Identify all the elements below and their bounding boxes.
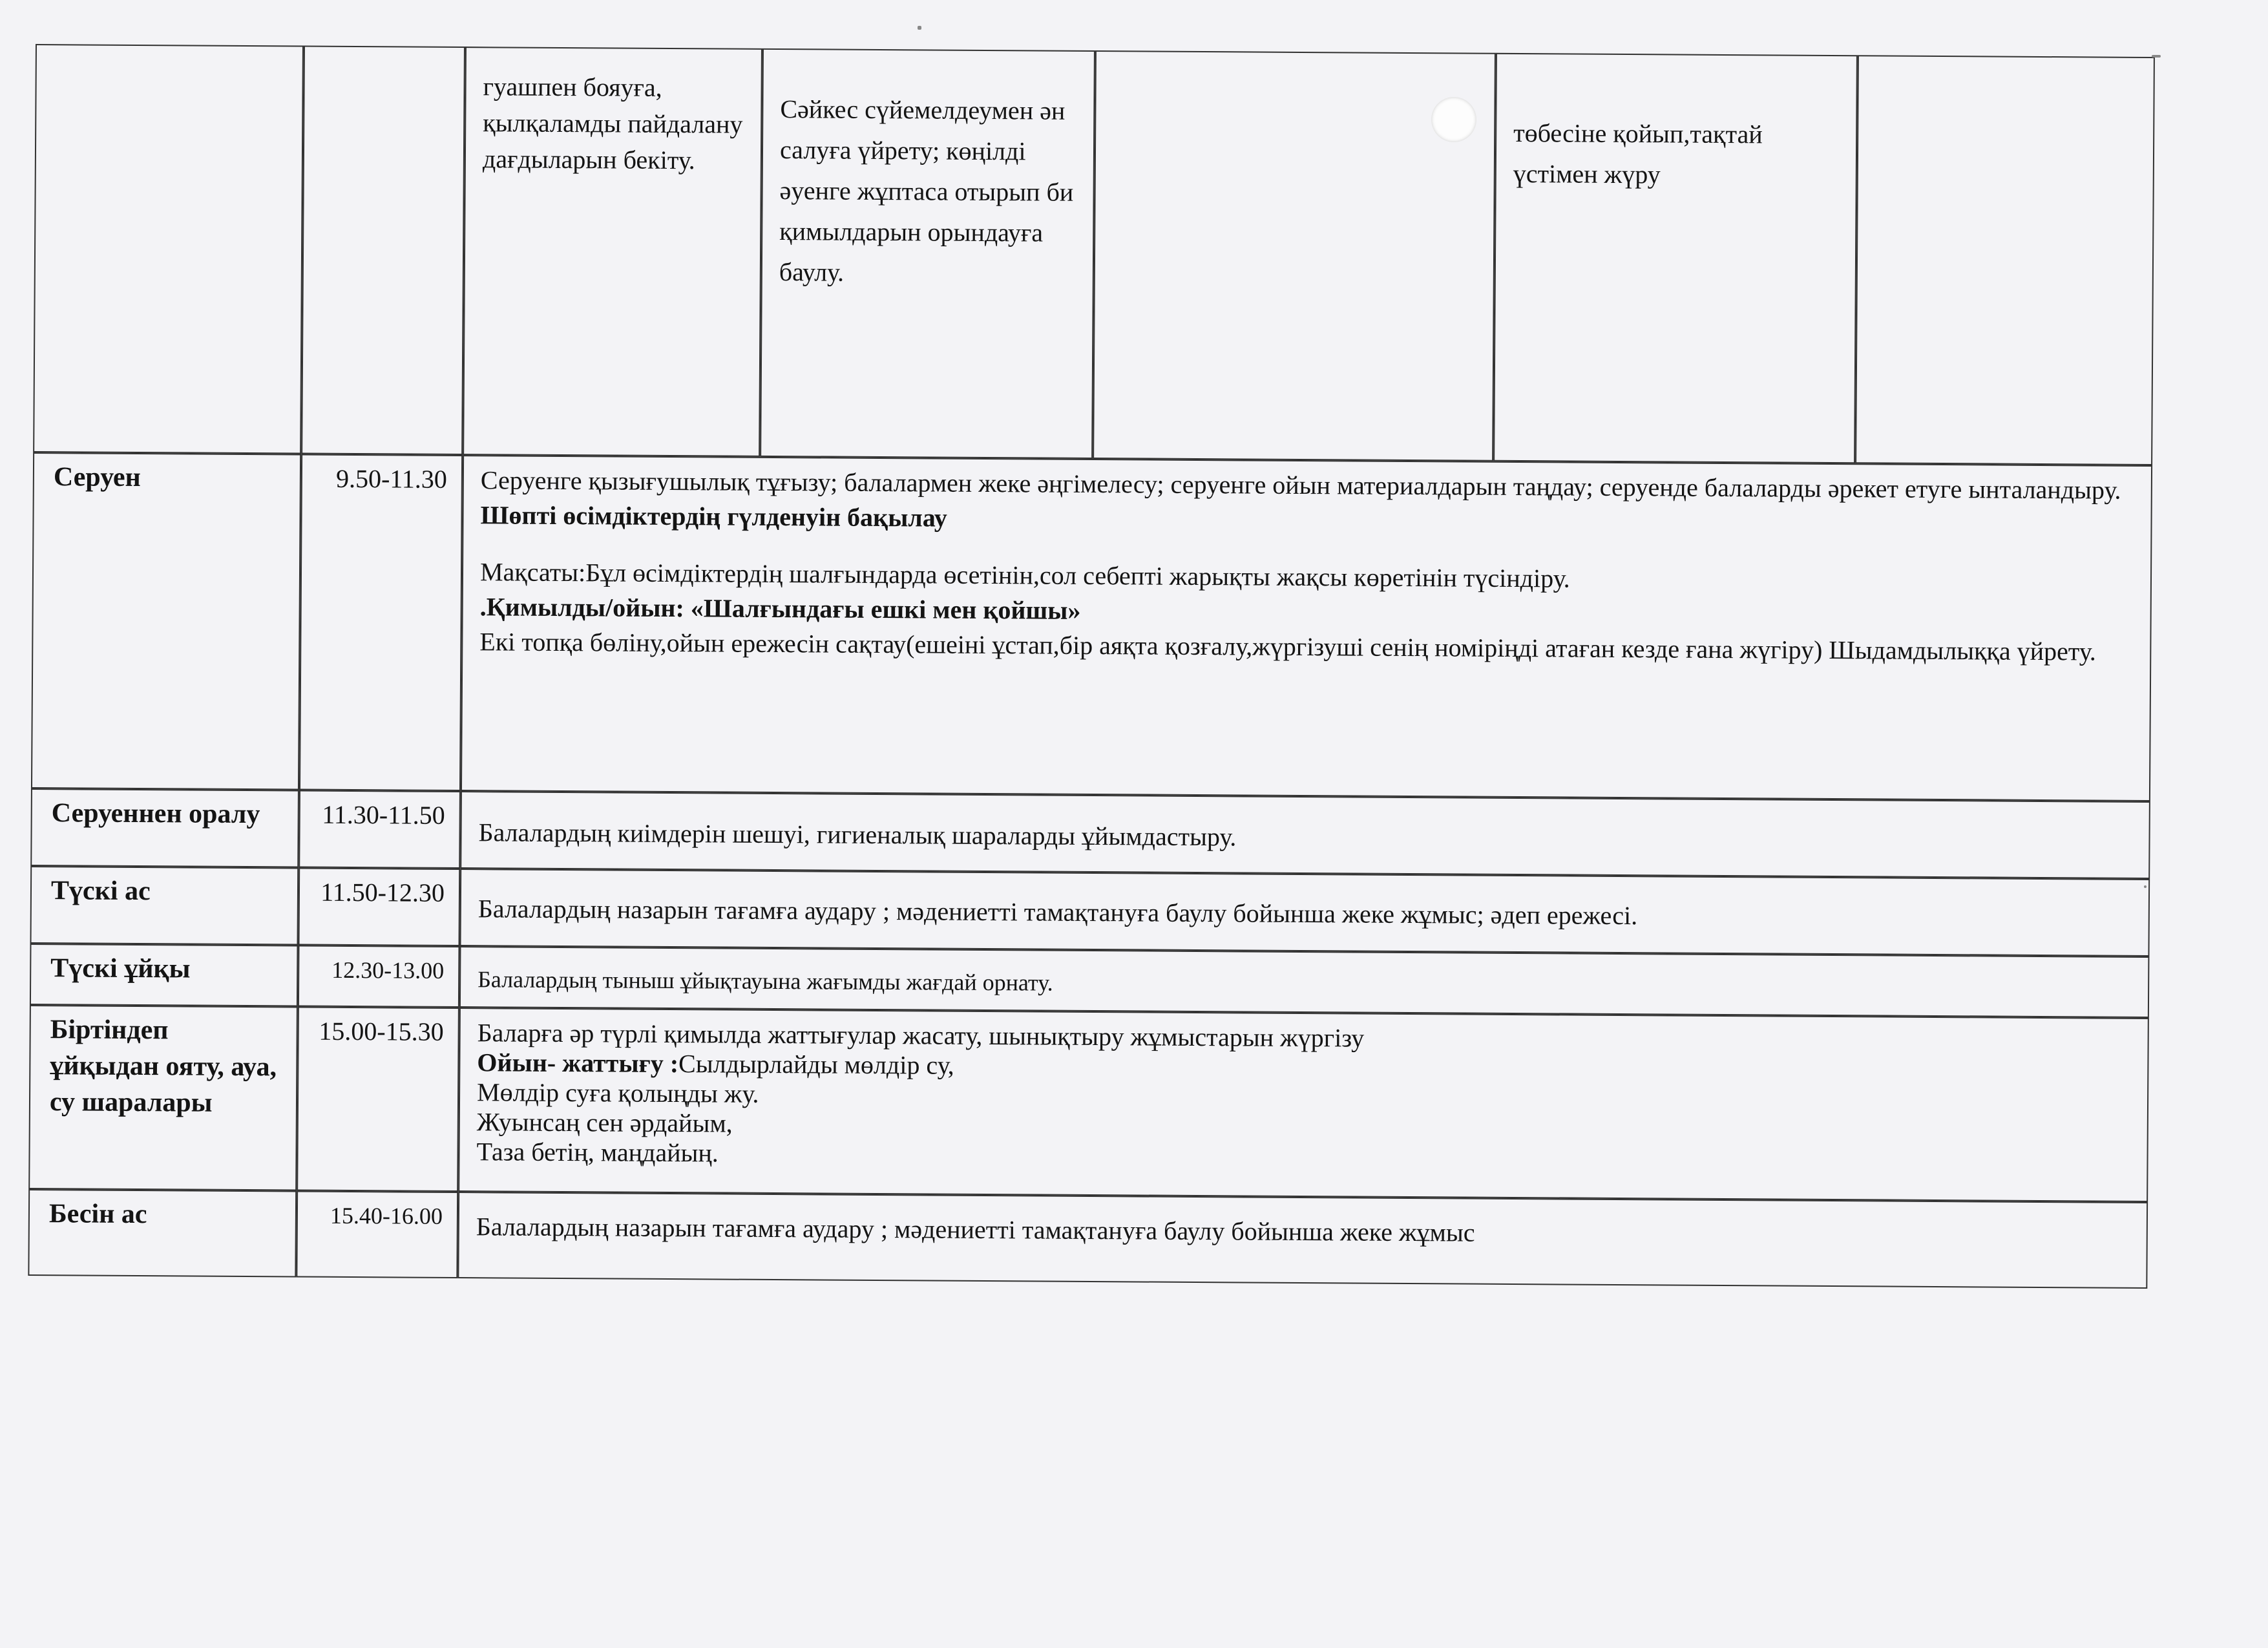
wake-text: Баларға әр түрлі қимылда жаттығулар жасату, шынықтыру жұмыстарын жүргізу [477, 1018, 1365, 1053]
row-content-wake [458, 1008, 2149, 1202]
row-label-lunch: Түскі ас [30, 866, 299, 945]
wake-poem-line-3: Жуынсаң сен әрдайым, [476, 1107, 733, 1138]
top-row-col1 [33, 44, 304, 454]
row-time-lunch: 11.50-12.30 [298, 868, 460, 947]
top-row-col4: Сәйкес сүйемелдеумен ән салуға үйрету; көңілді әуенге жұптаса отырып би қимылдарын орындауға баулу. [760, 48, 1095, 459]
top-row-col7 [1855, 55, 2155, 465]
top-row-col6: төбесіне қойып,тақтай үстімен жүру [1493, 53, 1858, 463]
row-time-nap: 12.30-13.00 [298, 945, 460, 1008]
row-time-return: 11.30-11.50 [299, 790, 461, 869]
wake-poem-line-4: Таза бетің, маңдайың. [476, 1137, 719, 1168]
seruen-intro: Серуенге қызығушылық тұғызу; балалармен жеке әңгімелесу; серуенге ойын материалдарын таңдау; серуенде балаларды әрекет етуге ынталандыру. [480, 465, 2121, 505]
schedule-table [28, 44, 2155, 1289]
wake-game-label: Ойын- жаттығу : [477, 1048, 679, 1079]
row-label-wake: Біртіндеп ұйқыдан ояту, ауа, су шаралары [28, 1005, 298, 1191]
row-label-return: Серуеннен оралу [30, 788, 299, 868]
seruen-goal: Мақсаты:Бұл өсімдіктердің шалғындарда өсетінін,сол себепті жарықты жақсы көретінін түсіндіру. [479, 557, 1570, 593]
scan-speck [2144, 885, 2147, 888]
row-label-seruen: Серуен [31, 452, 301, 790]
row-content-seruen [461, 455, 2152, 801]
top-row-col2 [301, 46, 465, 456]
wake-poem-line-1: Сылдырлайды мөлдір су, [678, 1049, 954, 1080]
row-content-nap: Балалардың тыныш ұйықтауына жағымды жағдай орнату. [459, 946, 2150, 1018]
punch-hole [1431, 97, 1476, 142]
row-label-nap: Түскі ұйқы [30, 944, 299, 1007]
scan-speck [918, 26, 921, 30]
seruen-game-prefix: .Қимылды/ойын: [479, 592, 685, 623]
row-time-seruen: 9.50-11.30 [299, 454, 463, 792]
row-time-snack: 15.40-16.00 [296, 1191, 458, 1279]
wake-poem-line-2: Мөлдір суға қолыңды жу. [476, 1077, 759, 1108]
top-row-col3: гуашпен бояуға, қылқаламды пайдалану дағдыларын бекіту. [463, 47, 762, 457]
scan-speck [2152, 55, 2161, 58]
row-label-snack: Бесін ас [28, 1189, 297, 1278]
seruen-observation-title: Шөпті өсімдіктердің гүлденуін бақылау [480, 500, 947, 533]
row-time-wake: 15.00-15.30 [297, 1007, 459, 1192]
row-content-snack: Балалардың назарын тағамға аудару ; мәдениетті тамақтануға баулу бойынша жеке жұмыс [457, 1192, 2148, 1289]
seruen-game-desc: Екі топқа бөліну,ойын ережесін сақтау(ешеіні ұстап,бір аяқта қозғалу,жүргізуші сенің номіріңді атаған кезде ғана жүгіру) Шыдамдылыққа үйрету. [479, 627, 2096, 666]
row-content-return: Балалардың киімдерін шешуі, гигиеналық шараларды ұйымдастыру. [460, 791, 2150, 879]
row-content-lunch: Балалардың назарын тағамға аудару ; мәдениетті тамақтануға баулу бойынша жеке жұмыс; әдеп ережесі. [459, 869, 2150, 956]
seruen-game-name: «Шалғындағы ешкі мен қойшы» [690, 593, 1081, 625]
